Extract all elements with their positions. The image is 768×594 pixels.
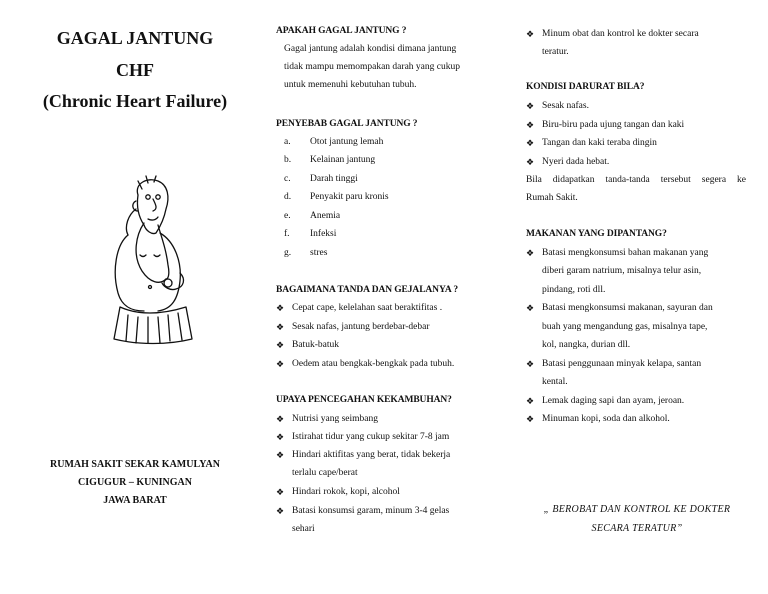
note-line: Rumah Sakit. [526,193,578,203]
bullet-icon: ❖ [276,414,285,424]
section-heading-penyebab: PENYEBAB GAGAL JANTUNG ? [276,119,418,129]
bullet-icon: ❖ [276,359,285,369]
definition-line: Gagal jantung adalah kondisi dimana jantung [284,44,457,54]
title-abbrev: CHF [116,60,154,80]
hospital-name: RUMAH SAKIT SEKAR KAMULYAN [50,459,220,470]
bullet-icon: ❖ [276,506,285,516]
title-full: (Chronic Heart Failure) [42,91,228,111]
bullet-icon: ❖ [526,303,535,313]
section-heading-makanan: MAKANAN YANG DIPANTANG? [526,229,667,239]
emergency-note [526,171,746,207]
closing-quote-line: SECARA TERATUR” [591,523,683,534]
bullet-icon: ❖ [526,414,535,424]
section-heading-tanda: BAGAIMANA TANDA DAN GEJALANYA ? [276,285,458,295]
definition-line: tidak mampu memompakan darah yang cukup [284,62,460,72]
section-heading-apakah: APAKAH GAGAL JANTUNG ? [276,26,407,36]
hospital-province: JAWA BARAT [103,495,167,506]
section-heading-upaya: UPAYA PENCEGAHAN KEKAMBUHAN? [276,395,452,405]
bullet-icon: ❖ [526,120,535,130]
bullet-icon: ❖ [526,157,535,167]
definition-line: untuk memenuhi kebutuhan tubuh. [284,80,417,90]
bullet-icon: ❖ [276,340,285,350]
bullet-icon: ❖ [526,29,535,39]
bullet-icon: ❖ [526,101,535,111]
section-heading-darurat: KONDISI DARURAT BILA? [526,82,645,92]
title-main: GAGAL JANTUNG [56,28,214,48]
bullet-icon: ❖ [276,450,285,460]
definition-paragraph [284,40,494,94]
bullet-icon: ❖ [526,359,535,369]
bullet-icon: ❖ [276,487,285,497]
hospital-location: CIGUGUR – KUNINGAN [78,477,192,488]
bullet-icon: ❖ [526,396,535,406]
bullet-icon: ❖ [526,138,535,148]
bullet-icon: ❖ [526,248,535,258]
note-line: Bila didapatkan tanda-tanda tersebut segera ke [526,175,746,185]
bullet-icon: ❖ [276,303,285,313]
closing-quote-line: „ BEROBAT DAN KONTROL KE DOKTER [543,504,731,515]
bullet-icon: ❖ [276,432,285,442]
patient-stethoscope-illustration [98,175,210,345]
bullet-icon: ❖ [276,322,285,332]
